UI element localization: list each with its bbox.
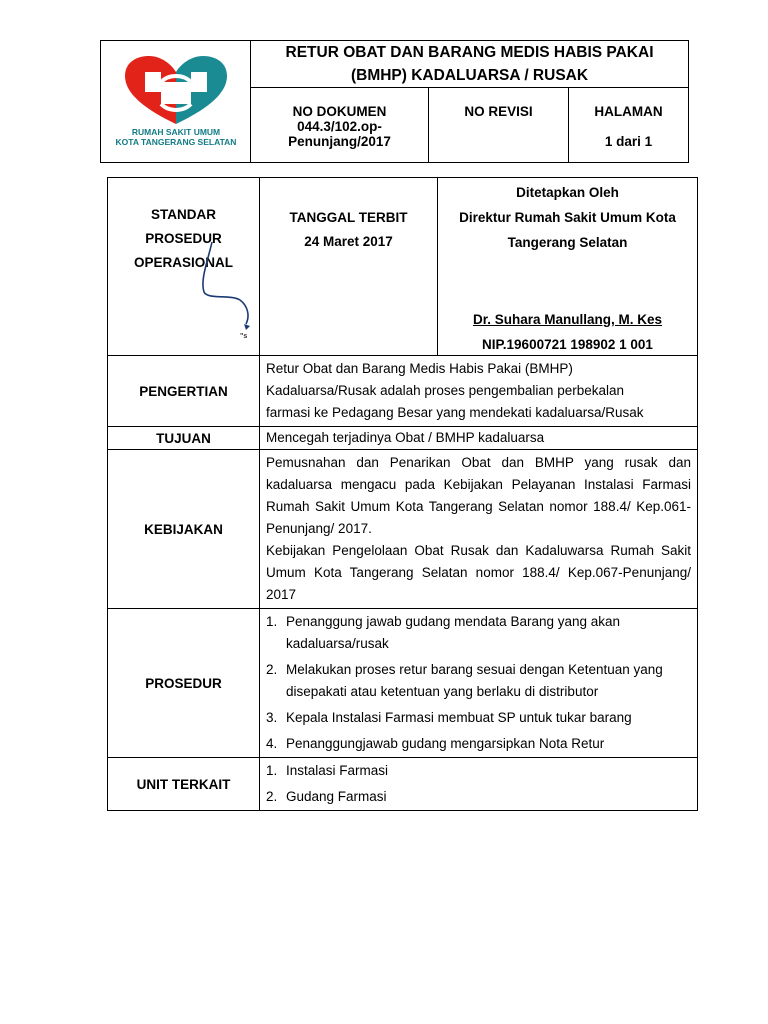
prosedur-steps (266, 611, 691, 755)
unit-number: 1. (266, 763, 278, 778)
page-cell (569, 88, 689, 163)
hospital-logo (101, 42, 251, 162)
sop-label-line2: PROSEDUR (145, 231, 222, 246)
doc-number-line2: Penunjang/2017 (288, 134, 391, 149)
heart-cross-logo-icon (121, 54, 231, 126)
kebijakan-label: KEBIJAKAN (108, 450, 260, 609)
page-value: 1 dari 1 (604, 134, 653, 149)
approver-title-line1: Direktur Rumah Sakit Umum Kota (459, 210, 676, 225)
svg-text:"s: "s (240, 333, 248, 340)
logo-caption-line2: KOTA TANGERANG SELATAN (115, 136, 237, 147)
pengertian-line2: Kadaluarsa/Rusak adalah proses pengembalian perbekalan (266, 383, 624, 398)
prosedur-step (266, 733, 691, 755)
doc-number-cell (251, 88, 429, 163)
kebijakan-content (260, 450, 698, 609)
document-header (100, 40, 689, 163)
unit-terkait-label: UNIT TERKAIT (108, 758, 260, 811)
step-text: Kepala Instalasi Farmasi membuat SP untuk tukar barang (286, 710, 632, 725)
sop-label-line3: OPERASIONAL (133, 255, 233, 270)
step-text: Penanggung jawab gudang mendata Barang yang akan kadaluarsa/rusak (286, 614, 621, 651)
unit-terkait-content (260, 758, 698, 811)
unit-number: 2. (266, 789, 278, 804)
issued-date: 24 Maret 2017 (304, 234, 393, 249)
prosedur-step (266, 611, 691, 655)
pengertian-label: PENGERTIAN (108, 356, 260, 427)
prosedur-label: PROSEDUR (108, 609, 260, 758)
logo-cell (101, 41, 251, 163)
unit-terkait-list (266, 760, 691, 808)
tujuan-content: Mencegah terjadinya Obat / BMHP kadaluarsa (260, 427, 698, 450)
sop-label-line1: STANDAR (151, 207, 216, 222)
step-text: Penanggungjawab gudang mengarsipkan Nota Retur (286, 736, 605, 751)
doc-number-line1: 044.3/102.op- (297, 119, 382, 134)
pengertian-content (260, 356, 698, 427)
tujuan-label: TUJUAN (108, 427, 260, 450)
kebijakan-paragraph1: Pemusnahan dan Penarikan Obat dan BMHP yang rusak dan kadaluarsa mengacu pada Kebijakan Pelayanan Instalasi Farmasi Rumah Sakit Umum Kota Tangerang Selatan nomor 188.4/ Kep.061-Penunjang/ 2017. (266, 455, 691, 536)
title-line2: (BMHP) KADALUARSA / RUSAK (350, 67, 589, 84)
document-title (251, 41, 689, 88)
prosedur-content (260, 609, 698, 758)
title-line1: RETUR OBAT DAN BARANG MEDIS HABIS PAKAI (285, 44, 654, 61)
step-number: 4. (266, 736, 278, 751)
sop-table (107, 177, 698, 811)
prosedur-step (266, 707, 691, 729)
step-number: 1. (266, 614, 278, 629)
approved-by-label: Ditetapkan Oleh (516, 185, 619, 200)
step-text: Melakukan proses retur barang sesuai dengan Ketentuan yang disepakati atau ketentuan yang berlaku di distributor (286, 662, 663, 699)
doc-number-label: NO DOKUMEN (292, 104, 387, 119)
unit-item (266, 760, 691, 782)
kebijakan-paragraph2: Kebijakan Pengelolaan Obat Rusak dan Kadaluwarsa Rumah Sakit Umum Kota Tangerang Selatan nomor 188.4/ Kep.067-Penunjang/ 2017 (266, 543, 691, 602)
revision-cell (429, 88, 569, 163)
step-number: 3. (266, 710, 278, 725)
step-number: 2. (266, 662, 278, 677)
unit-text: Gudang Farmasi (286, 789, 387, 804)
prosedur-step (266, 659, 691, 703)
unit-item (266, 786, 691, 808)
approver-name: Dr. Suhara Manullang, M. Kes (472, 312, 663, 327)
approver-nip: NIP.19600721 198902 1 001 (482, 337, 653, 352)
sop-label-cell (108, 178, 260, 356)
issued-date-cell (260, 178, 438, 356)
approver-title-line2: Tangerang Selatan (507, 235, 628, 250)
page-label: HALAMAN (594, 104, 663, 119)
pen-scribble-icon (190, 240, 260, 340)
issued-label: TANGGAL TERBIT (289, 210, 408, 225)
unit-text: Instalasi Farmasi (286, 763, 389, 778)
approval-cell (438, 178, 698, 356)
logo-caption-line1: RUMAH SAKIT UMUM (131, 126, 221, 137)
revision-label: NO REVISI (464, 104, 533, 119)
pengertian-line1: Retur Obat dan Barang Medis Habis Pakai (BMHP) (266, 361, 573, 376)
pengertian-line3: farmasi ke Pedagang Besar yang mendekati kadaluarsa/Rusak (266, 405, 644, 420)
